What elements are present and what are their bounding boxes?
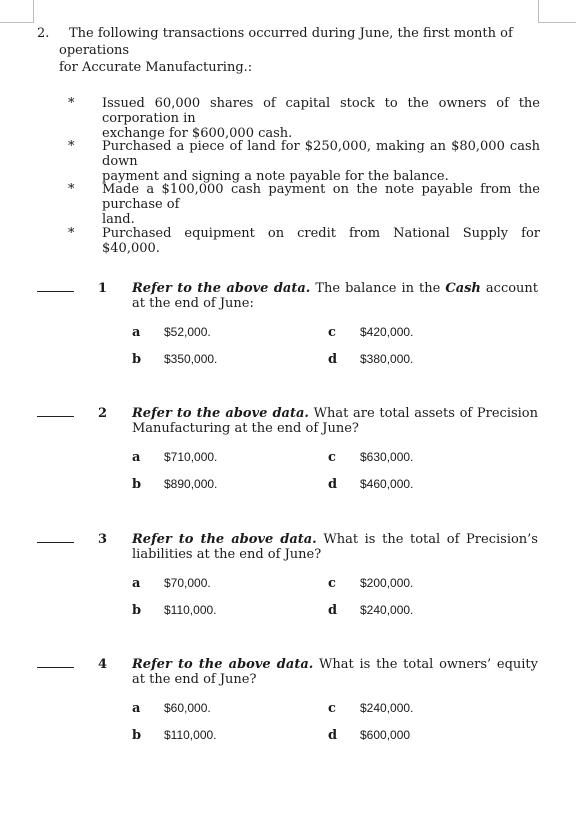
transaction-text (102, 182, 540, 227)
question-text (132, 532, 538, 562)
question-text (132, 281, 538, 311)
option-c[interactable]: $420,000. (360, 325, 414, 339)
bullet-asterisk: * (68, 182, 75, 197)
transaction-text (102, 226, 540, 256)
option-d[interactable]: $460,000. (360, 477, 414, 491)
question-text-line2: Manufacturing at the end of June? (132, 421, 359, 436)
question-text (132, 657, 538, 687)
bullet-asterisk: * (68, 139, 75, 154)
option-a[interactable]: $52,000. (164, 325, 211, 339)
question-text-line2: end of June: (174, 296, 254, 311)
question-text-rest: account at the (132, 281, 539, 311)
option-letter-d: d (328, 603, 338, 618)
option-letter-b: b (132, 728, 142, 743)
question-text-pre: The balance in the (315, 281, 441, 296)
option-letter-a: a (132, 576, 141, 591)
question-text-line2: the end of June? (213, 547, 322, 562)
crop-mark-right-vertical (538, 0, 539, 22)
transaction-text (102, 96, 540, 141)
option-b[interactable]: $350,000. (164, 352, 218, 366)
question-number: 1 (98, 281, 108, 296)
answer-blank[interactable] (37, 291, 74, 292)
option-c[interactable]: $630,000. (360, 450, 414, 464)
transaction-line2: land. (102, 212, 135, 227)
question-number: 4 (98, 657, 108, 672)
problem-intro-line2: for Accurate Manufacturing.: (59, 60, 253, 75)
option-letter-a: a (132, 701, 141, 716)
problem-number: 2. (37, 26, 50, 41)
question-ref: Refer to the above data. (132, 281, 311, 296)
question-ref: Refer to the above data. (132, 657, 314, 672)
transaction-line2: exchange for $600,000 cash. (102, 126, 293, 141)
transaction-line1: Made a $100,000 cash payment on the note payable from the purchase of (102, 182, 540, 212)
option-letter-a: a (132, 325, 141, 340)
option-letter-c: c (328, 325, 336, 340)
question-text (132, 406, 538, 436)
question-text-line2: of June? (203, 672, 257, 687)
transaction-text (102, 139, 540, 184)
bullet-asterisk: * (68, 96, 75, 111)
bullet-asterisk: * (68, 226, 75, 241)
answer-blank[interactable] (37, 667, 74, 668)
question-ref: Refer to the above data. (132, 406, 309, 421)
option-c[interactable]: $240,000. (360, 701, 414, 715)
question-text-rest: What are total assets of Precision (313, 406, 539, 421)
option-letter-d: d (328, 352, 338, 367)
question-emphasis: Cash (445, 281, 481, 296)
option-a[interactable]: $70,000. (164, 576, 211, 590)
transaction-line1: Purchased equipment on credit from National Supply for $40,000. (102, 226, 540, 256)
question-ref: Refer to the above data. (132, 532, 317, 547)
option-a[interactable]: $710,000. (164, 450, 218, 464)
option-letter-d: d (328, 728, 338, 743)
answer-blank[interactable] (37, 542, 74, 543)
option-letter-c: c (328, 450, 336, 465)
option-d[interactable]: $240,000. (360, 603, 414, 617)
problem-intro-text (59, 25, 541, 76)
option-a[interactable]: $60,000. (164, 701, 211, 715)
answer-blank[interactable] (37, 416, 74, 417)
option-letter-c: c (328, 576, 336, 591)
option-d[interactable]: $380,000. (360, 352, 414, 366)
question-text-rest: What is the total owners’ equity at the end (132, 657, 538, 687)
crop-mark-right-horizontal (538, 22, 576, 23)
option-b[interactable]: $890,000. (164, 477, 218, 491)
option-letter-c: c (328, 701, 336, 716)
crop-mark-left-horizontal (0, 22, 34, 23)
crop-mark-left-vertical (33, 0, 34, 22)
option-letter-b: b (132, 603, 142, 618)
question-number: 2 (98, 406, 108, 421)
problem-intro (37, 25, 541, 76)
option-letter-d: d (328, 477, 338, 492)
question-number: 3 (98, 532, 108, 547)
transaction-line2: payment and signing a note payable for the balance. (102, 169, 449, 184)
transaction-line1: Purchased a piece of land for $250,000, making an $80,000 cash down (102, 139, 540, 169)
option-c[interactable]: $200,000. (360, 576, 414, 590)
problem-intro-line1: The following transactions occurred during June, the first month of operations (59, 26, 513, 58)
transaction-line1: Issued 60,000 shares of capital stock to the owners of the corporation in (102, 96, 540, 126)
option-b[interactable]: $110,000. (164, 728, 217, 742)
option-letter-a: a (132, 450, 141, 465)
option-d[interactable]: $600,000 (360, 728, 411, 742)
option-letter-b: b (132, 477, 142, 492)
question-text-rest: What is the total of Precision’s liabilities at (132, 532, 538, 562)
option-letter-b: b (132, 352, 142, 367)
option-b[interactable]: $110,000. (164, 603, 217, 617)
